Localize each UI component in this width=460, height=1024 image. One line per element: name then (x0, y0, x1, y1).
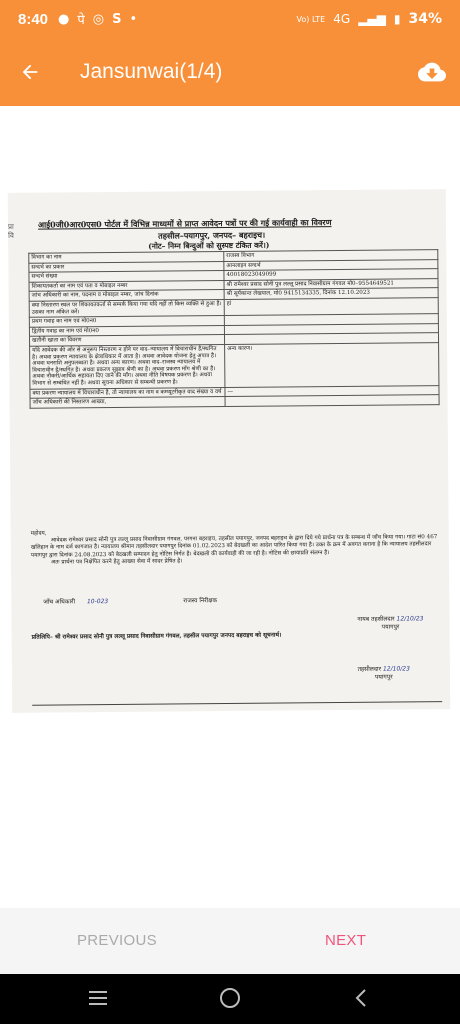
sig-left-label: जाँच अधिकारी (43, 598, 76, 606)
doc-table (28, 249, 439, 408)
doc-bottom-rule (32, 701, 442, 706)
home-button[interactable] (218, 986, 242, 1014)
status-time: 8:40 (18, 10, 49, 28)
doc-copy-line: प्रतिलिपि– श्री रामेश्वर प्रसाद सोनी पुत्र लल्लू प्रसाद निवासीग्राम गंगवल, तहसील पयागपुर जनपद बहराइच को सूचनार्थ। (31, 632, 282, 641)
sig-right-hand: 12/10/23 (396, 615, 424, 623)
doc-body (31, 527, 441, 567)
document-viewer[interactable] (0, 106, 460, 908)
doc-row-label: क्या प्रकरण न्यायालय में विचाराधीन है, तो न्यायालय का नाम व कम्प्यूटरीकृत वाद संख्या व वर्ष (30, 387, 225, 398)
doc-row-value (225, 395, 439, 406)
signature-inspector (43, 597, 108, 606)
s-app-icon: S (112, 11, 122, 27)
back-button[interactable] (0, 38, 60, 106)
doc-note: (नोट– निम्न बिन्दुओं को सुस्पष्ट टंकित करें।) (148, 240, 270, 251)
document-image (8, 189, 451, 713)
doc-row-value: राजस्व विभाग (224, 250, 438, 261)
doc-row-label: द्वितीय गवाह का नाम एवं मो0न0 (29, 325, 224, 336)
doc-heading: आई0जी0आर0एस0 पोर्टल में विभिन्न माध्यमों से प्राप्त आवेदन पत्रों पर की गई कार्यवाही का विवरण (37, 217, 332, 230)
margin-mark: प्रा वि (8, 222, 14, 240)
doc-row-value: हां (224, 298, 438, 316)
notification-text: पे (77, 13, 85, 28)
doc-row-label: सन्दर्भ संख्या (29, 271, 224, 282)
doc-row-label: क्या निस्तारण स्थल पर शिकायतकर्ता से सम्पर्क किया गया यदि नहीं तो किस व्यक्ति से हुआ है। उसका नाम अंकित करें। (29, 300, 224, 318)
next-button[interactable]: NEXT (325, 932, 367, 949)
doc-row-label: जांच अधिकारी का नाम, पदनाम व मोबाइल नम्बर, जांच दिनांक (29, 290, 224, 301)
app-bar (0, 38, 460, 106)
recents-button[interactable] (86, 986, 110, 1014)
doc-row-value: श्री सूर्यकान्त लेखपाल, मो0 9415134335, दिनांक 12.10.2023 (224, 288, 438, 299)
doc-row-value: श्री रामेश्वर प्रसाद सोनी पुत्र लल्लू प्रसाद निवासीग्राम गंगवल मो0–9554649521 (224, 278, 438, 289)
doc-row-label: जाँच अधिकारी की निस्तारण आख्या, (30, 397, 225, 408)
instagram-icon: ◎ (92, 11, 105, 27)
system-navigation-bar (0, 974, 460, 1024)
home-icon (218, 986, 242, 1010)
signature-row (43, 594, 424, 631)
recents-icon (86, 986, 110, 1010)
network-type: 4G (333, 12, 351, 26)
chat-icon: ● (58, 11, 70, 27)
download-button[interactable] (418, 58, 446, 86)
sig-mid-label: राजस्व निरीक्षक (183, 597, 218, 605)
volte-icon: Vo) LTE (296, 14, 326, 24)
doc-row-value: 40018023049099 (224, 269, 438, 280)
signature-tehsildar (358, 664, 410, 680)
doc-closing: अतः प्रार्थना पत्र निक्षेपित करने हेतु आख्या सेवा में सादर प्रेषित है। (50, 558, 183, 566)
dot-icon: • (129, 11, 138, 27)
back-chevron-icon (350, 986, 374, 1010)
doc-row-value: — (225, 385, 439, 396)
doc-row-value: अन्य कारण। (225, 343, 439, 387)
back-system-button[interactable] (350, 986, 374, 1014)
final-sig-title: तहसीलदार (357, 665, 382, 673)
status-bar (0, 0, 460, 38)
signal-icon: ▂▄▆ (358, 12, 386, 26)
doc-subheading: तहसील–पयागपुर, जनपद– बहराइच। (158, 229, 266, 241)
doc-row-label: खतौनी खाता का विवरण (29, 335, 224, 346)
doc-salutation: महोदय, (30, 530, 47, 537)
cloud-download-icon (418, 58, 446, 86)
doc-row-label: विभाग का नाम (29, 252, 224, 263)
doc-table-row (30, 343, 439, 389)
arrow-left-icon (19, 61, 41, 83)
battery-level: 34% (408, 11, 442, 27)
doc-row-label: सन्दर्भ का प्रकार (29, 261, 224, 272)
final-sig-hand: 12/10/23 (382, 665, 410, 673)
pager (0, 908, 460, 974)
final-sig-place: पयागपुर (374, 673, 393, 681)
doc-row-label: शिकायतकर्ता का नाम एवं पता व मोबाइल नम्बर (29, 280, 224, 291)
page-title: Jansunwai(1/4) (80, 60, 223, 83)
sig-right-place: पयागपुर (381, 623, 400, 631)
battery-icon: ▮ (393, 12, 401, 26)
doc-row-label: यदि आवेदक की ओर से अनुरूप निस्तारण न होने पर वाद–न्यायालय में विचाराधीन है/स्थगित है। अथवा प्रकरण न्यायालय के क्षेत्राधिकार में आता है। अथवा आवेदक योजना हेतु अपात्र है। अथवा धनराशि अनुपलब्धता है। अथवा अन्य कारण। अथवा वाद–राजस्व न्यायालय में विचाराधीन है/स्थगित है। अथवा प्रकरण सुझाव श्रेणी का है। अथवा प्रकरण माँग श्रेणी का है। अथवा नौकरी/आर्थिक सहायता दिए जाने की माँग। अथवा नीति विषयक प्रकरण है। अथवा विभाग से सम्बंधित नहीं है। अथवा सूचना अधिकार से सम्बन्धी प्रकरण है। (30, 344, 225, 388)
doc-row-value: आनलाइन सन्दर्भ (224, 259, 438, 270)
previous-button[interactable]: PREVIOUS (77, 932, 157, 949)
doc-body-text: आवेदक रामेश्वर प्रसाद सोनी पुत्र लल्लू प्रसाद निवासीग्राम गंगवल, परगना बहराइच, तहसील पयागपुर, जनपद बहराइच के द्वारा दिये गये प्रार्थना पत्र के सम्बन्ध में जाँच किया गया। गाटा सं0 467 खलिहान के नाम दर्ज कागजात है। न्यायालय श्रीमान तहसीलदार पयागपुर दिनांक 01.02.2023 को बेदखली का आदेश पारित किया गया है। उक्त के क्रम में अवगत कराना है कि न्यायालय तहसीलदार पयागपुर द्वारा दिनांक 24.08.2023 को बेदखली सम्पादन हेतु नोटिस निर्गत है। बेदखली की कार्यवाही की जा रही है। नोटिस की छायाप्रति संलग्न है। (30, 534, 438, 559)
doc-row-label: प्रथम गवाह का नाम एवं मो0न0 (29, 316, 224, 327)
sig-right-label: नायब तहसीलदार (357, 615, 395, 623)
sig-left-hand: 10-023 (86, 598, 109, 606)
